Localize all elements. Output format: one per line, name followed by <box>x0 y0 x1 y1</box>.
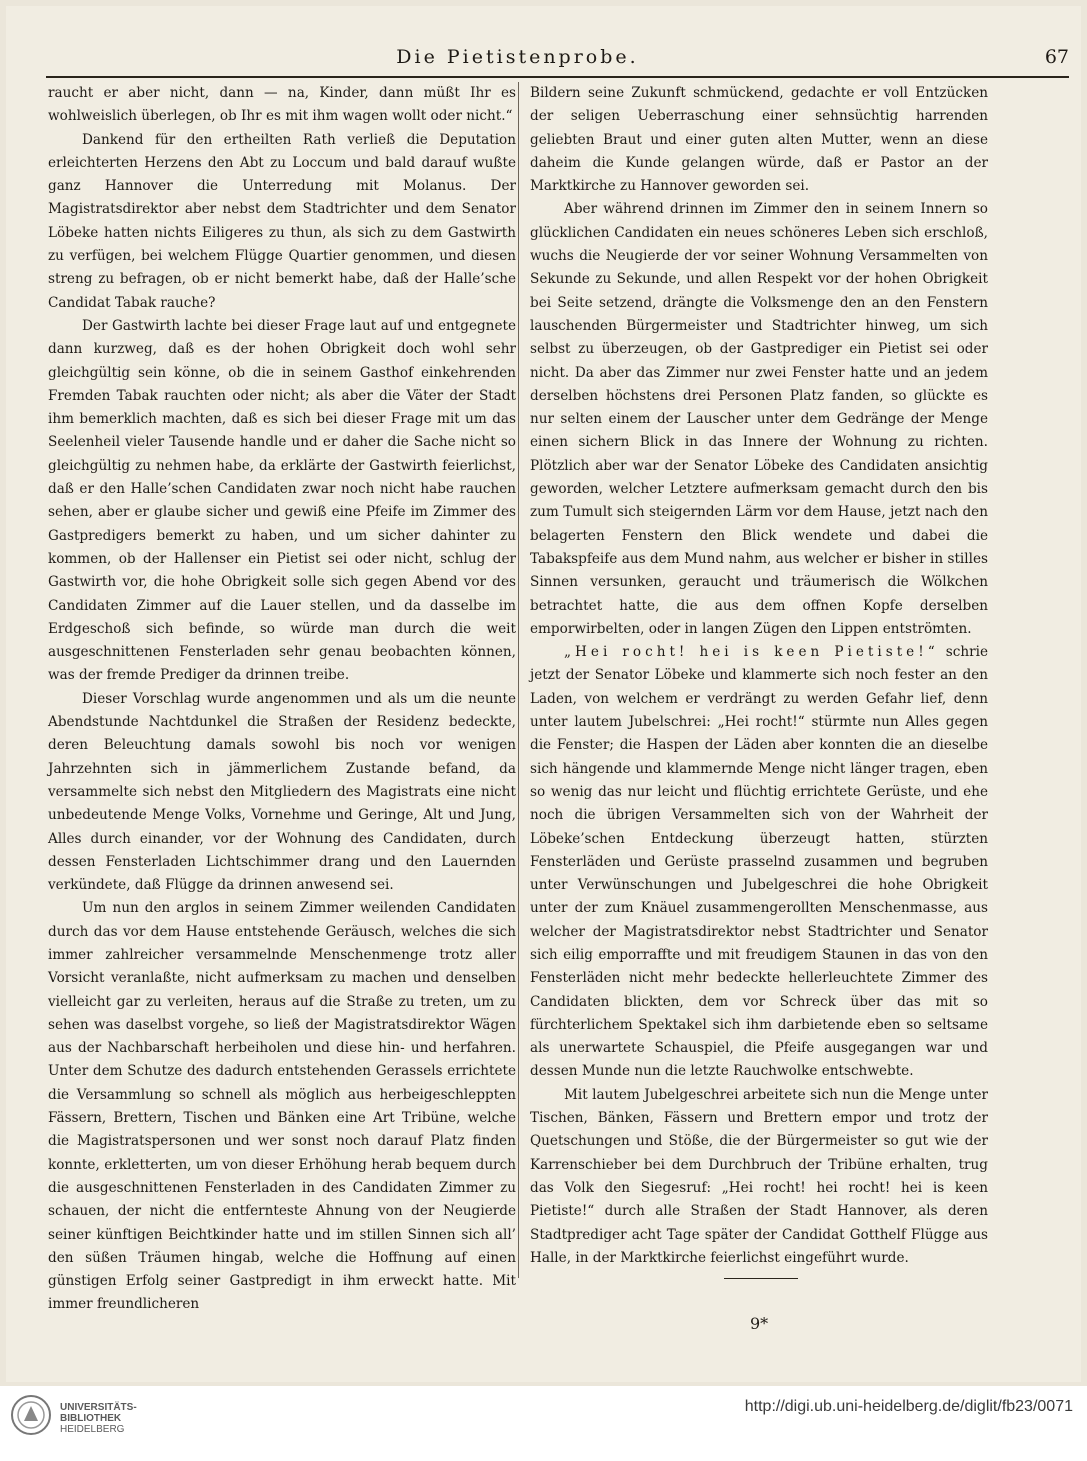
paragraph: Um nun den arglos in seinem Zimmer weilenden Candidaten durch das vor dem Hause entstehende Geräusch, welches die sich immer zahlreicher versammelnde Menschenmenge trotz aller Vorsicht veranlaßte, nicht aufmerksam zu machen und denselben vielleicht gar zu verleiten, heraus auf die Straße zu treten, um zu sehen was daselbst vorgehe, so ließ der Magistratsdirektor Wägen aus der Nachbarschaft herbeiholen und diese hin- und herfahren. Unter dem Schutze des dadurch entstehenden Gerassels errichtete die Versammlung so schnell als möglich aus herbeigeschleppten Fässern, Brettern, Tischen und Bänken eine Art Tribüne, welche die Magistratspersonen und wer sonst noch darauf Platz finden konnte, erkletterten, um von dieser Erhöhung herab bequem durch die ausgeschnittenen Fensterladen in des Candidaten Zimmer zu schauen, der nicht die entfernteste Ahnung von der Neugierde seiner künftigen Beichtkinder hatte und im stillen Sinnen sich all’ den süßen Träumen hingab, welche die Hoffnung auf einen günstigen Erfolg seiner Gastpredigt in ihm erweckt hatte. Mit immer freundlicheren <box>48 900 516 1313</box>
end-rule <box>724 1278 798 1279</box>
signature-mark: 9* <box>750 1314 769 1333</box>
footer-bar <box>0 1386 1087 1461</box>
right-column <box>530 82 988 1270</box>
paragraph: raucht er aber nicht, dann — na, Kinder, dann müßt Ihr es wohlweislich überlegen, ob Ihr es mit ihm wagen wollt oder nicht.“ <box>48 85 516 125</box>
paragraph: Dieser Vorschlag wurde angenommen und als um die neunte Abendstunde Nachtdunkel die Straßen der Residenz bedeckte, deren Beleuchtung damals sowohl bis noch vor wenigen Jahrzehnten sich in jämmerlichem Zustande befand, da versammelte sich nebst den Mitgliedern des Magistrats eine nicht unbedeutende Menge Volks, Vornehme und Geringe, Alt und Jung, Alles durch einander, vor der Wohnung des Candidaten, durch dessen Fensterladen Lichtschimmer drang und den Lauernden verkündete, daß Flügge da drinnen anwesend sei. <box>48 690 516 894</box>
permalink-url[interactable]: http://digi.ub.uni-heidelberg.de/diglit/fb23/0071 <box>744 1398 1073 1415</box>
paragraph: Bildern seine Zukunft schmückend, gedachte er voll Entzücken der seligen Ueberraschung einer sehnsüchtig harrenden geliebten Braut und einer guten alten Mutter, wenn an diese daheim die Kunde gelangen würde, daß er Pastor an der Marktkirche zu Hannover geworden sei. <box>530 85 988 195</box>
paragraph-text: schrie jetzt der Senator Löbeke und klammerte sich noch fester an den Laden, von welchem er verdrängt zu werden Gefahr lief, denn unter lautem Jubelschrei: „Hei rocht!“ stürmte nun Alles gegen die Fenster; die Haspen der Läden aber konnten die an dieselbe sich hängende und klammernde Menge nicht länger tragen, eben so wenig das nur leicht und flüchtig errichtete Gerüste, und ehe noch die übrigen Versammelten sich von der Wahrheit der Löbeke’schen Entdeckung überzeugt hatten, stürzten Fensterläden und Gerüste prasselnd zusammen und begruben unter Verwünschungen und Jubelgeschrei die hohe Obrigkeit unter der zum Knäuel zusammengerollten Menschenmasse, aus welcher der Magistratsdirektor nebst Stadtrichter und Senator sich eilig emporraffte und mit freudigem Staunen in das von den Fensterläden nicht mehr bedeckte hellerleuchtete Zimmer des Candidaten blickten, dem vor Schreck über das mit so fürchterlichem Spektakel sich ihm darbietende eben so seltsame als unerwartete Schauspiel, die Pfeife ausgegangen war und dessen Munde nun die letzte Rauchwolke entschwebte. <box>530 644 988 1080</box>
paragraph: Aber während drinnen im Zimmer den in seinem Innern so glücklichen Candidaten ein neues schöneres Leben sich erschloß, wuchs die Neugierde der vor seiner Wohnung Versammelten von Sekunde zu Sekunde, und allen Respekt vor der hohen Obrigkeit bei Seite setzend, drängte die Volksmenge den an den Fenstern lauschenden Bürgermeister und Stadtrichter hinweg, um sich selbst zu überzeugen, ob der Gastprediger ein Pietist sei oder nicht. Da aber das Zimmer nur zwei Fenster hatte und an jedem derselben höchstens drei Personen Platz fanden, so glückte es nur selten einem der Lauscher unter dem Gedränge der Menge einen sichern Blick in das Innere der Wohnung zu richten. Plötzlich aber war der Senator Löbeke des Candidaten ansichtig geworden, welcher Letztere aufmerksam gemacht durch den bis zum Tumult sich steigernden Lärm vor dem Hause, jetzt nach den belagerten Fenstern den Blick wendete und dabei die Tabakspfeife aus dem Mund nahm, aus welcher er bisher in stilles Sinnen versunken, geraucht und träumerisch die Wölkchen betrachtet hatte, die aus dem offnen Kopfe derselben emporwirbelten, oder in langen Zügen den Lippen entströmten. <box>530 201 988 637</box>
exclamation-spaced: „Hei rocht! hei is keen Pietiste!“ <box>564 644 939 661</box>
left-column <box>48 82 516 1317</box>
paragraph: Dankend für den ertheilten Rath verließ die Deputation erleichterten Herzens den Abt zu Loccum und bald darauf wußte ganz Hannover die Unterredung mit Molanus. Der Magistratsdirektor aber nebst dem Stadtrichter und dem Senator Löbeke hatten nichts Eiligeres zu thun, als sich zu dem Gastwirth zu verfügen, bei welchem Flügge Quartier genommen, und diesen streng zu befragen, ob er nicht bemerkt habe, daß der Halle’sche Candidat Tabak rauche? <box>48 131 516 311</box>
paragraph: Der Gastwirth lachte bei dieser Frage laut auf und entgegnete dann kurzweg, daß es der hohen Obrigkeit doch wohl sehr gleichgültig sein könne, ob die in seinem Gasthof einkehrenden Fremden Tabak rauchten oder nicht; als aber die Väter der Stadt ihm bemerklich machten, daß es sich bei dieser Frage mit um das Seelenheil vieler Tausende handle und er daher die Sache nicht so gleichgültig zu nehmen habe, da erklärte der Gastwirth feierlichst, daß er den Halle’schen Candidaten zwar noch nicht habe rauchen sehen, aber er glaube sicher und gewiß eine Pfeife im Zimmer des Gastpredigers bemerkt zu haben, und um sicher dahinter zu kommen, ob der Hallenser ein Pietist sei oder nicht, schlug der Gastwirth vor, die hohe Obrigkeit solle sich gegen Abend vor des Candidaten Zimmer auf die Lauer stellen, und da dasselbe im Erdgeschoß sich befinde, so würde man durch die weit ausgeschnittenen Fensterladen sehr genau beobachten können, was der fremde Prediger da drinnen treibe. <box>48 317 516 684</box>
header-rule <box>46 76 1069 78</box>
page-number: 67 <box>1044 46 1069 68</box>
paragraph <box>530 641 988 1084</box>
paragraph: Mit lautem Jubelgeschrei arbeitete sich nun die Menge unter Tischen, Bänken, Fässern und Brettern empor und trotz der Quetschungen und Stöße, die der Bürgermeister so gut wie der Karrenschieber bei dem Durchbruch der Tribüne erhalten, trug das Volk den Siegesruf: „Hei rocht! hei rocht! hei is keen Pietiste!“ durch alle Straßen der Stadt Hannover, als deren Stadtprediger acht Tage später der Candidat Gotthelf Flügge aus Halle, in der Marktkirche feierlichst eingeführt wurde. <box>530 1086 988 1266</box>
running-title: Die Pietistenprobe. <box>396 46 639 68</box>
column-divider <box>518 82 519 1278</box>
university-seal-icon <box>10 1394 52 1436</box>
library-name: UNIVERSITÄTS- BIBLIOTHEK HEIDELBERG <box>60 1402 137 1435</box>
scanned-page <box>6 6 1081 1382</box>
page-header <box>46 46 1069 74</box>
